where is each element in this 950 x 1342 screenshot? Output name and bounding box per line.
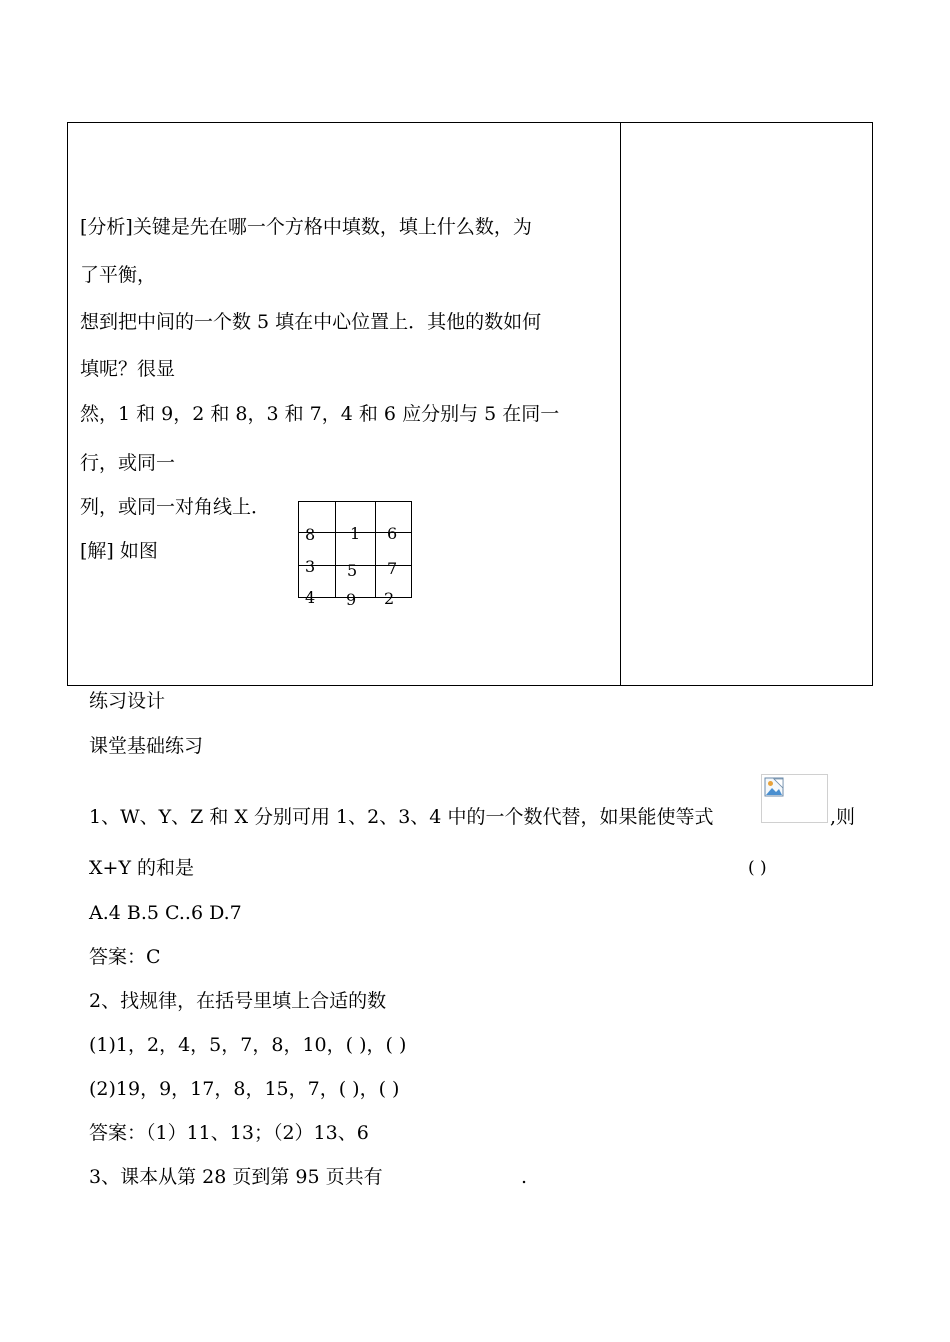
analysis-line-3: 想到把中间的一个数 5 填在中心位置上．其他的数如何 bbox=[80, 311, 542, 333]
question-1-suffix: ,则 bbox=[830, 806, 856, 828]
analysis-line-5: 然，1 和 9，2 和 8，3 和 7，4 和 6 应分别与 5 在同一 bbox=[80, 403, 560, 425]
magic-cell-9: 2 bbox=[384, 589, 395, 608]
analysis-line-6: 行，或同一 bbox=[80, 452, 176, 474]
magic-cell-2: 1 bbox=[350, 524, 361, 543]
magic-cell-6: 7 bbox=[387, 559, 398, 578]
magic-cell-4: 3 bbox=[305, 557, 316, 576]
analysis-line-1: [分析]关键是先在哪一个方格中填数，填上什么数，为 bbox=[80, 216, 532, 238]
magic-cell-3: 6 bbox=[387, 524, 398, 543]
table-column-divider bbox=[620, 122, 621, 686]
magic-square-grid bbox=[298, 501, 412, 609]
grid-line bbox=[298, 501, 412, 502]
question-2-text: 2、找规律，在括号里填上合适的数 bbox=[89, 990, 387, 1012]
analysis-line-4: 填呢？很显 bbox=[80, 358, 176, 380]
grid-line bbox=[298, 501, 299, 598]
question-2-answer: 答案：（1）11、13；（2）13、6 bbox=[89, 1122, 369, 1144]
analysis-line-2: 了平衡， bbox=[80, 264, 157, 286]
broken-image-icon bbox=[764, 777, 784, 797]
question-3-period: . bbox=[521, 1166, 528, 1188]
analysis-line-7: 列，或同一对角线上． bbox=[80, 496, 271, 518]
equation-image bbox=[761, 774, 828, 823]
solution-label: [解] 如图 bbox=[80, 540, 158, 562]
question-1-line-2: X+Y 的和是 bbox=[89, 857, 195, 879]
grid-line bbox=[411, 501, 412, 598]
question-2-part-2: (2)19，9，17，8，15，7，( )，( ) bbox=[89, 1078, 400, 1100]
question-1-text: 1、W、Y、Z 和 X 分别可用 1、2、3、4 中的一个数代替，如果能使等式 bbox=[89, 806, 714, 828]
grid-line bbox=[335, 501, 336, 598]
magic-cell-7: 4 bbox=[305, 588, 316, 607]
magic-cell-5: 5 bbox=[347, 561, 358, 580]
practice-heading: 练习设计 bbox=[89, 690, 166, 712]
magic-cell-8: 9 bbox=[346, 590, 357, 609]
question-1-answer-paren: ( ) bbox=[748, 858, 767, 878]
question-1-options: A.4 B.5 C..6 D.7 bbox=[89, 902, 242, 924]
grid-line bbox=[375, 501, 376, 598]
practice-subheading: 课堂基础练习 bbox=[89, 735, 204, 757]
question-3-text: 3、课本从第 28 页到第 95 页共有 bbox=[89, 1166, 383, 1188]
question-1-answer: 答案：C bbox=[89, 946, 161, 968]
question-2-part-1: (1)1，2，4，5，7，8，10，( )，( ) bbox=[89, 1034, 407, 1056]
magic-cell-1: 8 bbox=[305, 525, 316, 544]
